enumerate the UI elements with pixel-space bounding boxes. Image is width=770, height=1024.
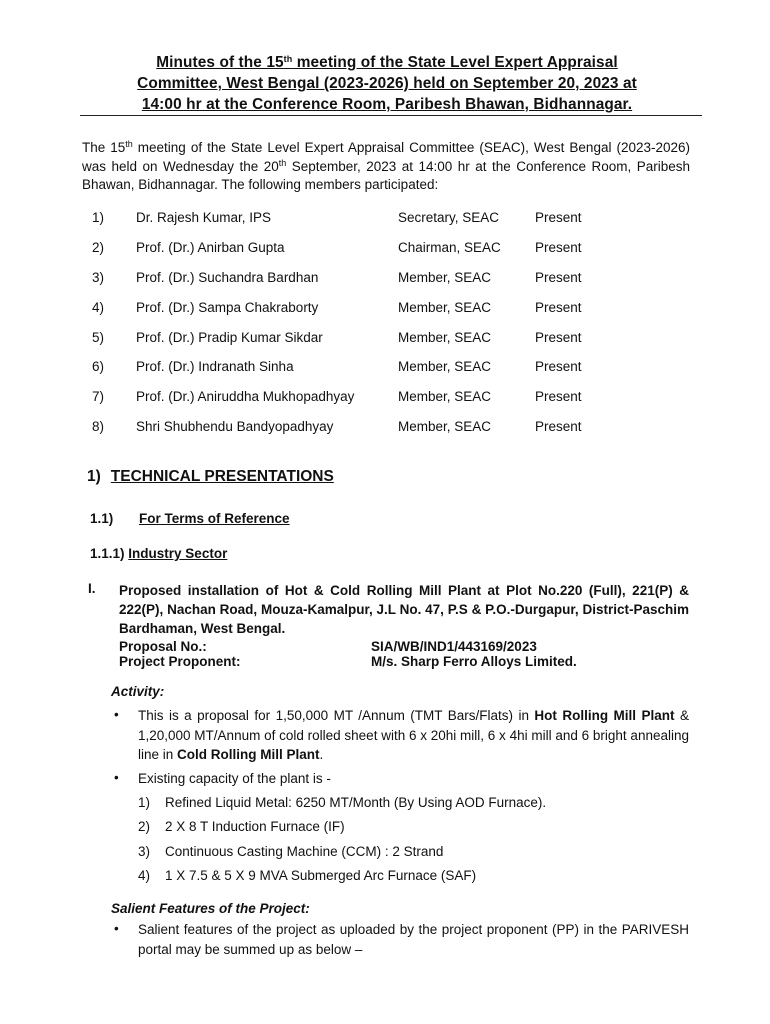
subsubsection-number: 1.1.1) [90, 546, 125, 561]
member-row [0, 389, 770, 407]
subsubsection-heading [90, 546, 227, 561]
member-row [0, 419, 770, 437]
member-name: Prof. (Dr.) Sampa Chakraborty [136, 300, 319, 315]
subsection-label-text: For Terms of Reference [139, 511, 290, 526]
member-status: Present [535, 359, 582, 374]
member-number: 1) [92, 210, 105, 225]
member-name: Prof. (Dr.) Anirban Gupta [136, 240, 285, 255]
section-label: TECHNICAL PRESENTATIONS [110, 468, 334, 485]
member-status: Present [535, 389, 582, 404]
member-row [0, 330, 770, 348]
intro-sup-1: th [125, 139, 133, 149]
title-line1-rest: meeting of the State Level Expert Appraisal [292, 54, 618, 71]
member-role: Member, SEAC [398, 300, 492, 315]
member-number: 8) [92, 419, 105, 434]
member-status: Present [535, 240, 582, 255]
member-role: Member, SEAC [398, 359, 492, 374]
title-line3: 14:00 hr at the Conference Room, Paribesh Bhawan, Bidhannagar. [141, 96, 633, 113]
subsection-label [139, 511, 290, 526]
salient-heading: Salient Features of the Project: [111, 901, 310, 916]
activity-bullet-2: Existing capacity of the plant is - [138, 771, 331, 786]
title-sup: th [283, 54, 293, 64]
title-line1: Minutes of the 15 [156, 54, 284, 71]
member-name: Prof. (Dr.) Suchandra Bardhan [136, 270, 319, 285]
capacity-item-number: 3) [138, 844, 151, 859]
capacity-item: Continuous Casting Machine (CCM) : 2 Strand [165, 844, 444, 859]
member-name: Prof. (Dr.) Aniruddha Mukhopadhyay [136, 389, 355, 404]
member-number: 6) [92, 359, 105, 374]
member-name: Prof. (Dr.) Indranath Sinha [136, 359, 294, 374]
title-divider [80, 115, 702, 116]
bullet1-text-d: Cold Rolling Mill Plant [177, 747, 320, 762]
capacity-item: 2 X 8 T Induction Furnace (IF) [165, 819, 345, 834]
intro-text-3: September, 2023 at 14:00 hr at the Conference Room, Paribesh Bhawan, Bidhannagar. The following members participated: [82, 158, 690, 192]
capacity-item-number: 1) [138, 795, 151, 810]
proposal-label: Proposal No.: [119, 639, 207, 654]
intro-text-2: meeting of the State Level Expert Appraisal Committee (SEAC), West Bengal (2023-2026) was held on Wednesday the 20 [82, 140, 690, 174]
member-row [0, 210, 770, 228]
member-role: Member, SEAC [398, 270, 492, 285]
title-line2: Committee, West Bengal (2023-2026) held on September 20, 2023 at [137, 75, 637, 92]
member-number: 4) [92, 300, 105, 315]
capacity-item-number: 2) [138, 819, 151, 834]
member-row [0, 270, 770, 288]
member-row [0, 359, 770, 377]
subsection-number: 1.1) [90, 511, 114, 526]
proposal-value: SIA/WB/IND1/443169/2023 [371, 639, 537, 654]
member-role: Member, SEAC [398, 419, 492, 434]
member-status: Present [535, 300, 582, 315]
member-name: Dr. Rajesh Kumar, IPS [136, 210, 272, 225]
proponent-value: M/s. Sharp Ferro Alloys Limited. [371, 654, 577, 669]
member-role: Member, SEAC [398, 330, 492, 345]
capacity-item: 1 X 7.5 & 5 X 9 MVA Submerged Arc Furnace (SAF) [165, 868, 477, 883]
project-numeral: I. [88, 581, 96, 596]
member-name: Shri Shubhendu Bandyopadhyay [136, 419, 334, 434]
subsubsection-label: Industry Sector [128, 546, 228, 561]
section-heading [87, 468, 334, 486]
bullet: • [114, 770, 119, 785]
intro-text-1: The 15 [82, 140, 126, 155]
member-status: Present [535, 270, 582, 285]
member-status: Present [535, 210, 582, 225]
bullet: • [114, 707, 119, 722]
member-number: 2) [92, 240, 105, 255]
member-row [0, 240, 770, 258]
member-status: Present [535, 330, 582, 345]
section-number: 1) [87, 468, 101, 485]
salient-bullet: Salient features of the project as uploaded by the project proponent (PP) in the PARIVESH portal may be summed up as below – [138, 922, 689, 957]
bullet1-text-e: . [319, 747, 324, 762]
bullet1-text-b: Hot Rolling Mill Plant [534, 708, 675, 723]
capacity-item: Refined Liquid Metal: 6250 MT/Month (By Using AOD Furnace). [165, 795, 547, 810]
member-status: Present [535, 419, 582, 434]
member-number: 7) [92, 389, 105, 404]
page-title [80, 52, 694, 115]
member-role: Secretary, SEAC [398, 210, 500, 225]
member-number: 3) [92, 270, 105, 285]
activity-heading: Activity: [111, 684, 165, 699]
bullet1-text-c: & 1,20,000 MT/Annum of cold rolled sheet with 6 x 20hi mill, 6 x 4hi mill and 6 bright annealing line in [138, 708, 689, 762]
project-title: Proposed installation of Hot & Cold Rolling Mill Plant at Plot No.220 (Full), 221(P) & 222(P), Nachan Road, Mouza-Kamalpur, J.L No. 47, P.S & P.O.-Durgapur, District-Paschim Bardhaman, West Bengal. [119, 583, 689, 636]
member-row [0, 300, 770, 318]
member-number: 5) [92, 330, 105, 345]
proponent-label: Project Proponent: [119, 654, 241, 669]
member-role: Member, SEAC [398, 389, 492, 404]
activity-bullet-1 [138, 706, 689, 765]
member-name: Prof. (Dr.) Pradip Kumar Sikdar [136, 330, 323, 345]
intro-paragraph [82, 139, 690, 195]
bullet1-text-a: This is a proposal for 1,50,000 MT /Annum (TMT Bars/Flats) in [138, 708, 535, 723]
bullet: • [114, 921, 119, 936]
capacity-item-number: 4) [138, 868, 151, 883]
subsection-heading [90, 511, 113, 526]
intro-sup-2: th [278, 157, 287, 168]
member-role: Chairman, SEAC [398, 240, 501, 255]
